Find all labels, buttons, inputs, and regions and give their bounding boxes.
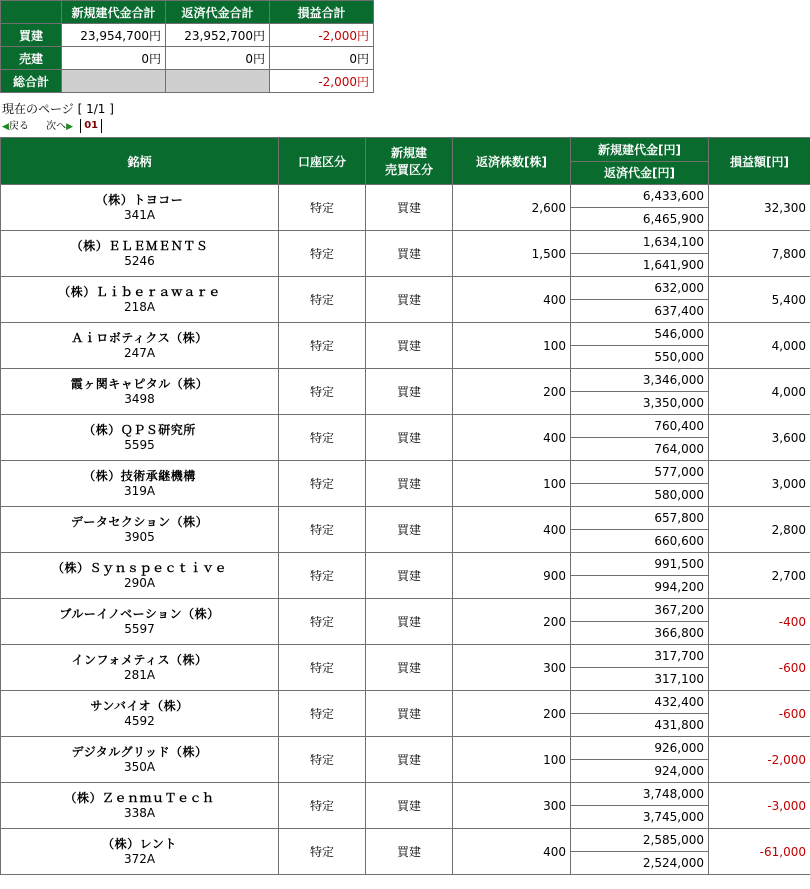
table-row	[1, 737, 810, 760]
new-amount: 577,000	[571, 461, 709, 484]
table-row	[1, 323, 810, 346]
account-type: 特定	[279, 231, 366, 277]
stock-code: 5246	[124, 253, 155, 268]
stock-name: （株）技術承継機構	[83, 468, 196, 483]
table-row	[1, 461, 810, 484]
stock-code: 281A	[123, 667, 156, 682]
table-row	[1, 553, 810, 576]
repay-quantity: 400	[453, 277, 571, 323]
repay-quantity: 300	[453, 783, 571, 829]
profit-loss: 3,600	[709, 415, 810, 461]
repay-amount: 994,200	[571, 576, 709, 599]
account-type: 特定	[279, 185, 366, 231]
repay-quantity: 200	[453, 369, 571, 415]
account-type: 特定	[279, 369, 366, 415]
summary-row-grand	[1, 70, 374, 93]
profit-loss: 5,400	[709, 277, 810, 323]
trade-type: 買建	[366, 369, 453, 415]
stock-name: インフォメティス（株）	[71, 652, 208, 667]
account-type: 特定	[279, 599, 366, 645]
stock-code: 247A	[123, 345, 156, 360]
repay-amount: 764,000	[571, 438, 709, 461]
trade-type: 買建	[366, 323, 453, 369]
stock-name-cell	[1, 507, 279, 553]
summary-new-total: 0円	[62, 47, 166, 70]
stock-code: 3905	[124, 529, 155, 544]
trade-type: 買建	[366, 231, 453, 277]
header-repay-amount: 返済代金[円]	[571, 161, 709, 185]
page-number-link[interactable]: 01	[80, 119, 102, 133]
summary-pl: 0円	[270, 47, 374, 70]
stock-name-cell	[1, 369, 279, 415]
repay-amount: 317,100	[571, 668, 709, 691]
stock-name: データセクション（株）	[70, 514, 209, 529]
table-row	[1, 645, 810, 668]
repay-quantity: 400	[453, 829, 571, 875]
repay-amount: 660,600	[571, 530, 709, 553]
stock-code: 5597	[124, 621, 155, 636]
stock-code: 372A	[123, 851, 156, 866]
new-amount: 657,800	[571, 507, 709, 530]
stock-code: 5595	[124, 437, 155, 452]
repay-amount: 6,465,900	[571, 208, 709, 231]
stock-name-cell	[1, 277, 279, 323]
triangle-right-icon: ▶	[66, 122, 74, 132]
current-page-text: 現在のページ [ 1/1 ]	[2, 102, 114, 116]
table-row	[1, 277, 810, 300]
new-amount: 926,000	[571, 737, 709, 760]
trade-type: 買建	[366, 645, 453, 691]
header-pl: 損益額[円]	[709, 138, 810, 185]
stock-name-cell	[1, 461, 279, 507]
summary-grand-empty	[62, 70, 166, 93]
profit-loss: 4,000	[709, 369, 810, 415]
header-name: 銘柄	[1, 138, 279, 185]
summary-row-sell	[1, 47, 374, 70]
repay-quantity: 2,600	[453, 185, 571, 231]
account-type: 特定	[279, 829, 366, 875]
repay-amount: 550,000	[571, 346, 709, 369]
stock-code: 319A	[123, 483, 156, 498]
repay-quantity: 300	[453, 645, 571, 691]
new-amount: 632,000	[571, 277, 709, 300]
account-type: 特定	[279, 691, 366, 737]
account-type: 特定	[279, 277, 366, 323]
account-type: 特定	[279, 737, 366, 783]
positions-table	[0, 137, 810, 875]
stock-name-cell	[1, 737, 279, 783]
summary-row-buy	[1, 24, 374, 47]
stock-name-cell	[1, 231, 279, 277]
table-row	[1, 369, 810, 392]
new-amount: 432,400	[571, 691, 709, 714]
back-link[interactable]	[2, 117, 29, 132]
stock-name-cell	[1, 415, 279, 461]
profit-loss: -600	[709, 691, 810, 737]
trade-type: 買建	[366, 185, 453, 231]
table-row	[1, 507, 810, 530]
summary-header-pl: 損益合計	[270, 1, 374, 24]
stock-name: Ａｉロボティクス（株）	[71, 330, 208, 345]
new-amount: 760,400	[571, 415, 709, 438]
trade-type: 買建	[366, 277, 453, 323]
stock-name: ブルーイノベーション（株）	[59, 606, 220, 621]
summary-row-label: 売建	[1, 47, 62, 70]
trade-type: 買建	[366, 415, 453, 461]
repay-quantity: 400	[453, 415, 571, 461]
summary-new-total: 23,954,700円	[62, 24, 166, 47]
profit-loss: -3,000	[709, 783, 810, 829]
profit-loss: -600	[709, 645, 810, 691]
summary-corner	[1, 1, 62, 24]
stock-code: 338A	[123, 805, 156, 820]
repay-quantity: 100	[453, 461, 571, 507]
stock-name: （株）トヨコー	[95, 192, 184, 207]
profit-loss: 2,700	[709, 553, 810, 599]
repay-quantity: 1,500	[453, 231, 571, 277]
repay-quantity: 400	[453, 507, 571, 553]
trade-type: 買建	[366, 783, 453, 829]
stock-name-cell	[1, 829, 279, 875]
repay-amount: 3,350,000	[571, 392, 709, 415]
stock-code: 218A	[123, 299, 156, 314]
trade-type: 買建	[366, 829, 453, 875]
pager	[2, 117, 102, 133]
stock-name: 霞ヶ関キャピタル（株）	[70, 376, 209, 391]
stock-code: 290A	[123, 575, 156, 590]
stock-code: 4592	[124, 713, 155, 728]
next-link[interactable]	[46, 117, 73, 132]
stock-name: デジタルグリッド（株）	[71, 744, 208, 759]
new-amount: 367,200	[571, 599, 709, 622]
profit-loss: -2,000	[709, 737, 810, 783]
header-qty: 返済株数[株]	[453, 138, 571, 185]
profit-loss: 3,000	[709, 461, 810, 507]
repay-quantity: 100	[453, 737, 571, 783]
header-trade-line1: 新規建	[390, 146, 427, 160]
stock-name: （株）ＱＰＳ研究所	[83, 422, 196, 437]
stock-code: 3498	[124, 391, 155, 406]
stock-name: （株）レント	[102, 836, 177, 851]
profit-loss: 2,800	[709, 507, 810, 553]
new-amount: 6,433,600	[571, 185, 709, 208]
back-label: 戻る	[8, 121, 29, 132]
new-amount: 991,500	[571, 553, 709, 576]
profit-loss: 4,000	[709, 323, 810, 369]
account-type: 特定	[279, 461, 366, 507]
table-row	[1, 829, 810, 852]
triangle-left-icon: ◀	[2, 122, 9, 132]
summary-grand-pl: -2,000円	[270, 70, 374, 93]
repay-amount: 431,800	[571, 714, 709, 737]
new-amount: 3,748,000	[571, 783, 709, 806]
stock-name-cell	[1, 553, 279, 599]
repay-amount: 366,800	[571, 622, 709, 645]
repay-quantity: 900	[453, 553, 571, 599]
stock-name: サンバイオ（株）	[90, 698, 189, 713]
repay-quantity: 200	[453, 599, 571, 645]
table-row	[1, 783, 810, 806]
stock-name: （株）Ｓｙｎｓｐｅｃｔｉｖｅ	[51, 560, 227, 575]
profit-loss: 32,300	[709, 185, 810, 231]
summary-row-label: 買建	[1, 24, 62, 47]
header-account: 口座区分	[279, 138, 366, 185]
stock-code: 341A	[123, 207, 156, 222]
new-amount: 2,585,000	[571, 829, 709, 852]
new-amount: 546,000	[571, 323, 709, 346]
trade-type: 買建	[366, 461, 453, 507]
table-row	[1, 415, 810, 438]
stock-name-cell	[1, 783, 279, 829]
summary-table	[0, 0, 374, 93]
trade-type: 買建	[366, 507, 453, 553]
table-row	[1, 691, 810, 714]
repay-amount: 924,000	[571, 760, 709, 783]
header-new-amount: 新規建代金[円]	[571, 138, 709, 162]
stock-name-cell	[1, 185, 279, 231]
stock-name-cell	[1, 323, 279, 369]
stock-name-cell	[1, 599, 279, 645]
repay-amount: 2,524,000	[571, 852, 709, 875]
table-row	[1, 185, 810, 208]
trade-type: 買建	[366, 737, 453, 783]
stock-code: 350A	[123, 759, 156, 774]
trade-type: 買建	[366, 599, 453, 645]
trade-type: 買建	[366, 553, 453, 599]
summary-grand-label: 総合計	[1, 70, 62, 93]
summary-header-new-total: 新規建代金合計	[62, 1, 166, 24]
summary-header-repay-total: 返済代金合計	[166, 1, 270, 24]
repay-amount: 3,745,000	[571, 806, 709, 829]
summary-pl: -2,000円	[270, 24, 374, 47]
stock-name: （株）ＺｅｎｍｕＴｅｃｈ	[64, 790, 215, 805]
new-amount: 1,634,100	[571, 231, 709, 254]
stock-name-cell	[1, 645, 279, 691]
repay-amount: 637,400	[571, 300, 709, 323]
repay-amount: 580,000	[571, 484, 709, 507]
repay-quantity: 100	[453, 323, 571, 369]
account-type: 特定	[279, 507, 366, 553]
table-row	[1, 231, 810, 254]
profit-loss: -400	[709, 599, 810, 645]
next-label: 次へ	[46, 121, 67, 132]
account-type: 特定	[279, 645, 366, 691]
stock-name-cell	[1, 691, 279, 737]
new-amount: 317,700	[571, 645, 709, 668]
new-amount: 3,346,000	[571, 369, 709, 392]
repay-quantity: 200	[453, 691, 571, 737]
header-trade-line2: 売買区分	[384, 163, 433, 177]
summary-repay-total: 23,952,700円	[166, 24, 270, 47]
summary-repay-total: 0円	[166, 47, 270, 70]
header-trade	[366, 138, 453, 185]
stock-name: （株）ＥＬＥＭＥＮＴＳ	[70, 238, 209, 253]
account-type: 特定	[279, 553, 366, 599]
account-type: 特定	[279, 783, 366, 829]
profit-loss: 7,800	[709, 231, 810, 277]
trade-type: 買建	[366, 691, 453, 737]
repay-amount: 1,641,900	[571, 254, 709, 277]
account-type: 特定	[279, 323, 366, 369]
stock-name: （株）Ｌｉｂｅｒａｗａｒｅ	[58, 284, 221, 299]
summary-grand-empty	[166, 70, 270, 93]
table-row	[1, 599, 810, 622]
account-type: 特定	[279, 415, 366, 461]
profit-loss: -61,000	[709, 829, 810, 875]
